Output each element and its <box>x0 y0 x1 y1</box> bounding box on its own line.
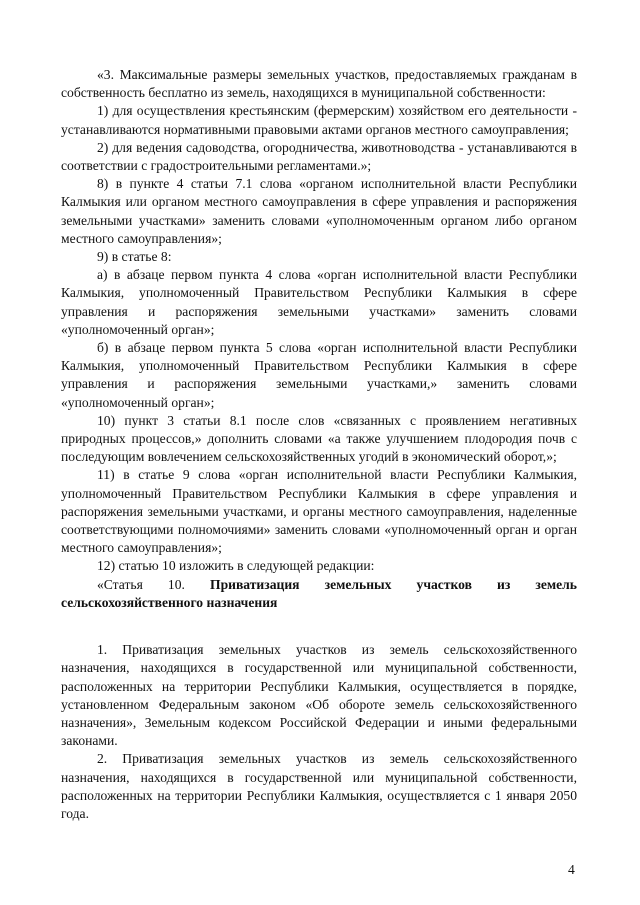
paragraph-amendment-9: 9) в статье 8: <box>97 249 172 265</box>
paragraph-subitem-1: 1) для осуществления крестьянским (фермерским) хозяйством его деятельности - устанавливаются нормативными правовыми актами органов местного самоуправления; <box>61 103 577 137</box>
article-title: Приватизация земельных участков из земель сельскохозяйственного назначения <box>61 576 577 610</box>
paragraph-amendment-10: 10) пункт 3 статьи 8.1 после слов «связанных с проявлением негативных природных процессов,» дополнить словами «а также улучшением плодородия почв с последующим вовлечением сельскохозяйственных угодий в экономический оборот,»; <box>61 412 577 465</box>
document-page <box>61 66 577 823</box>
paragraph-amendment-9a: а) в абзаце первом пункта 4 слова «орган исполнительной власти Республики Калмыкия, уполномоченный Правительством Республики Калмыкия в сфере управления и распоряжения земельными участками» заменить словами «уполномоченный орган»; <box>61 267 577 337</box>
paragraph-amendment-9b: б) в абзаце первом пункта 5 слова «орган исполнительной власти Республики Калмыкия, уполномоченный Правительством Республики Калмыкия в сфере управления и распоряжения земельными участками,» заменить словами «уполномоченный орган»; <box>61 340 577 410</box>
paragraph-subitem-2: 2) для ведения садоводства, огородничества, животноводства - устанавливаются в соответствии с градостроительными регламентами.»; <box>61 139 577 174</box>
article-heading <box>61 576 577 612</box>
paragraph-item-3: «3. Максимальные размеры земельных участков, предоставляемых гражданам в собственность бесплатно из земель, находящихся в муниципальной собственности: <box>61 67 577 101</box>
paragraph-amendment-11: 11) в статье 9 слова «орган исполнительной власти Республики Калмыкия, уполномоченный Правительством Республики Калмыкия в сфере управления и распоряжения земельными участками, и органы местного самоуправления, наделенные соответствующими полномочиями» заменить словами «уполномоченный орган и орган местного самоуправления»; <box>61 467 577 556</box>
page-number: 4 <box>568 862 575 877</box>
article-prefix: «Статья 10. <box>97 576 210 592</box>
article-paragraph-1: 1. Приватизация земельных участков из земель сельскохозяйственного назначения, находящихся в государственной или муниципальной собственности, расположенных на территории Республики Калмыкия, осуществляется в порядке, установленном Федеральным законом «Об обороте земель сельскохозяйственного назначения», Земельным кодексом Российской Федерации и иными федеральными законами. <box>61 642 577 749</box>
article-paragraph-2: 2. Приватизация земельных участков из земель сельскохозяйственного назначения, находящихся в государственной или муниципальной собственности, расположенных на территории Республики Калмыкия, осуществляется с 1 января 2050 года. <box>61 751 577 821</box>
paragraph-amendment-8: 8) в пункте 4 статьи 7.1 слова «органом исполнительной власти Республики Калмыкия или органом местного самоуправления в сфере управления и распоряжения земельными участками» заменить словами «уполномоченным органом либо органом местного самоуправления»; <box>61 176 577 246</box>
paragraph-amendment-12: 12) статью 10 изложить в следующей редакции: <box>97 558 375 574</box>
